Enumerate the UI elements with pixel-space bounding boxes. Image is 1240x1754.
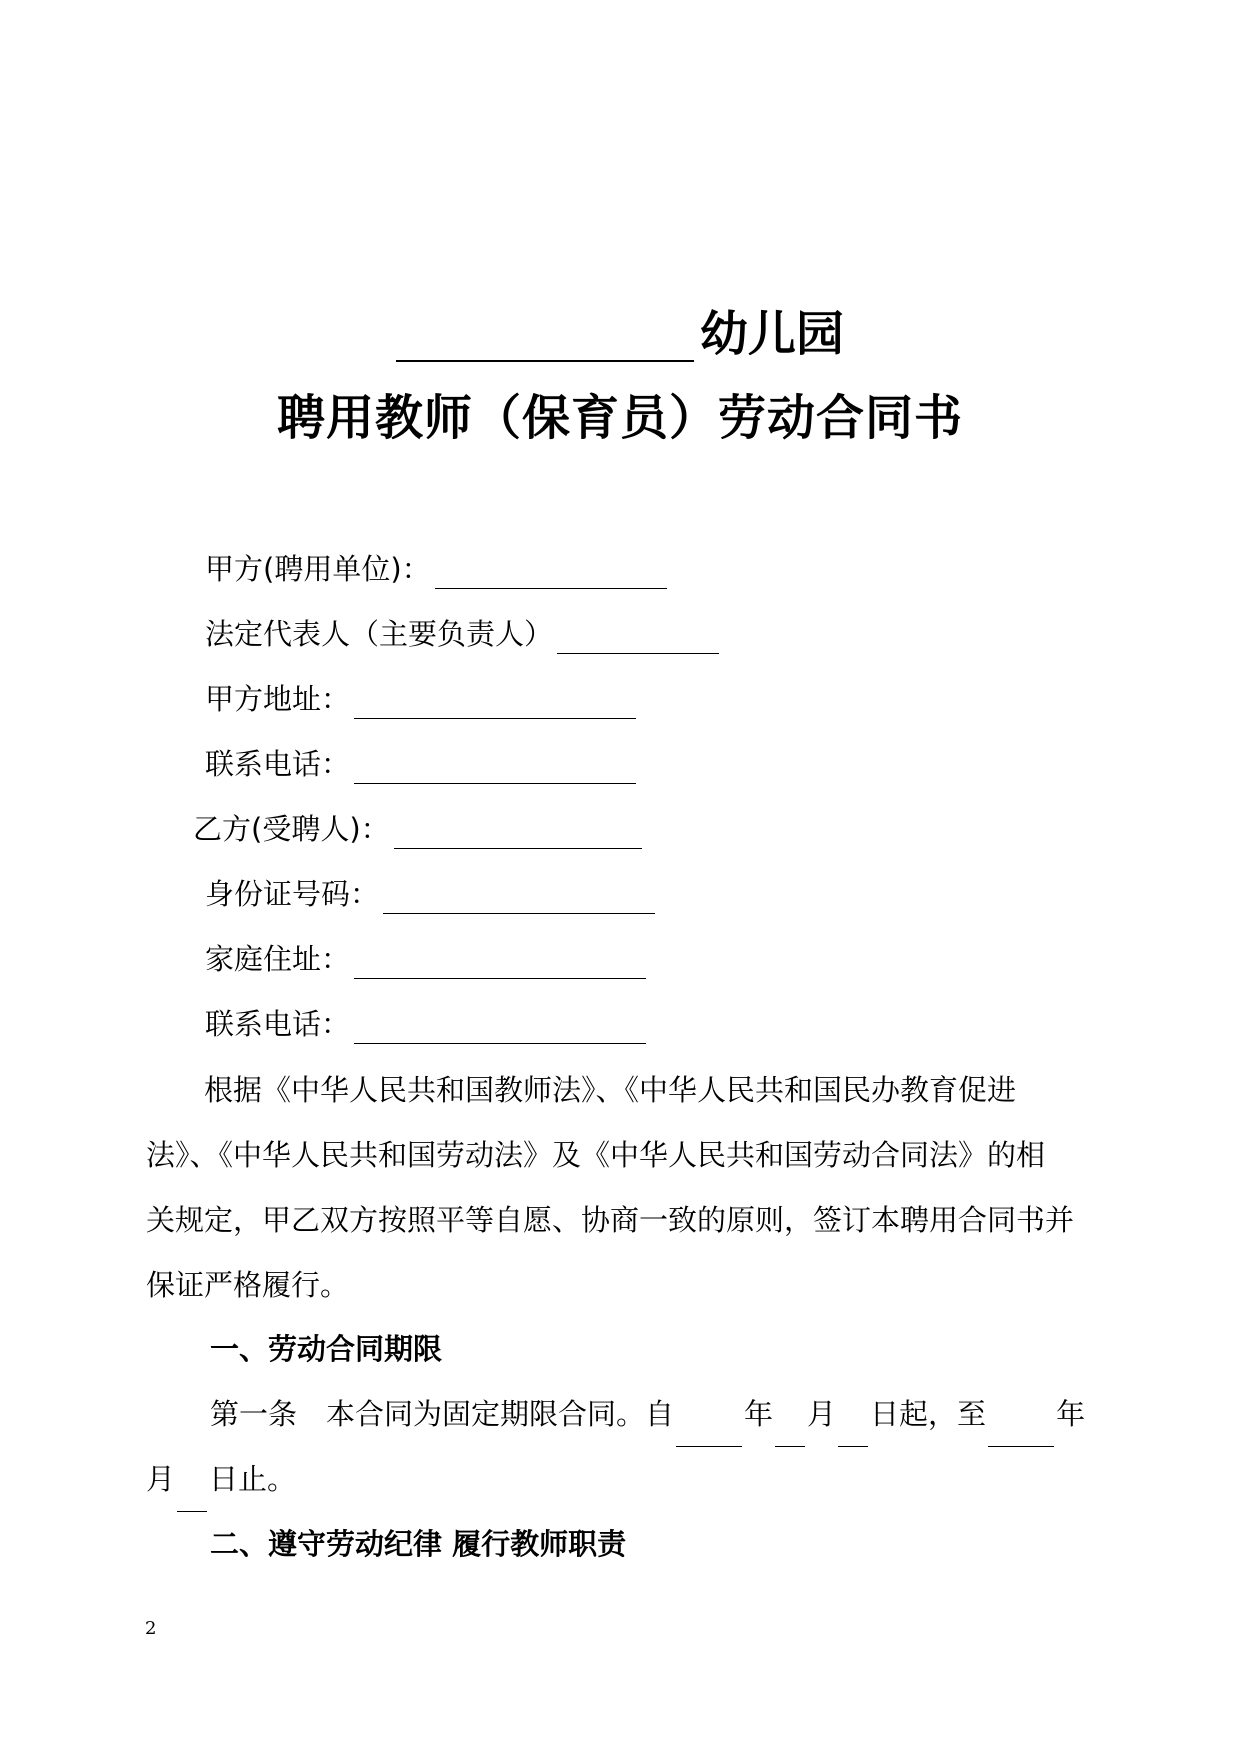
field-label: 联系电话： bbox=[205, 747, 351, 781]
field-label: 乙方(受聘人)： bbox=[193, 812, 390, 846]
field-label: 甲方地址： bbox=[205, 682, 351, 716]
intro-line: 法》、《中华人民共和国劳动法》及《中华人民共和国劳动合同法》的相 bbox=[146, 1138, 1046, 1172]
section-heading: 一、劳动合同期限 bbox=[210, 1332, 443, 1366]
intro-line: 保证严格履行。 bbox=[146, 1268, 350, 1302]
field-party-a bbox=[205, 545, 667, 589]
year-label: 年 bbox=[744, 1397, 774, 1431]
party-b-phone-input-line[interactable] bbox=[354, 1009, 646, 1044]
page-number: 2 bbox=[145, 1618, 157, 1639]
field-label: 法定代表人（主要负责人） bbox=[205, 617, 554, 651]
start-year-blank[interactable] bbox=[676, 1416, 742, 1447]
field-label: 身份证号码： bbox=[205, 877, 380, 911]
field-party-b bbox=[193, 805, 642, 849]
field-party-a-phone bbox=[205, 740, 636, 784]
home-address-input-line[interactable] bbox=[354, 944, 646, 979]
field-legal-representative bbox=[205, 610, 719, 654]
id-number-input-line[interactable] bbox=[383, 879, 655, 914]
party-a-phone-input-line[interactable] bbox=[354, 749, 636, 784]
kindergarten-name-blank[interactable] bbox=[396, 308, 694, 362]
month-label: 月 bbox=[807, 1397, 837, 1431]
title-kindergarten-line bbox=[0, 292, 1240, 362]
intro-paragraph bbox=[146, 1058, 1106, 1318]
section-heading: 二、遵守劳动纪律 履行教师职责 bbox=[210, 1527, 627, 1561]
document-title: 聘用教师（保育员）劳动合同书 bbox=[276, 390, 963, 446]
party-b-input-line[interactable] bbox=[394, 814, 642, 849]
month-label: 月 bbox=[146, 1462, 176, 1496]
article-1-line-2 bbox=[146, 1447, 1106, 1512]
party-a-input-line[interactable] bbox=[435, 554, 667, 589]
field-label: 甲方(聘用单位)： bbox=[205, 552, 431, 586]
article-1-end: 日止。 bbox=[209, 1462, 297, 1496]
year-label: 年 bbox=[1056, 1397, 1086, 1431]
field-party-a-address bbox=[205, 675, 636, 719]
day-label: 日起，至 bbox=[870, 1397, 987, 1431]
field-label: 联系电话： bbox=[205, 1007, 351, 1041]
article-1-line-1 bbox=[146, 1382, 1106, 1447]
field-label: 家庭住址： bbox=[205, 942, 351, 976]
article-1 bbox=[146, 1382, 1106, 1512]
field-party-b-phone bbox=[205, 1000, 646, 1044]
field-id-number bbox=[205, 870, 655, 914]
title-kindergarten-suffix: 幼儿园 bbox=[699, 306, 844, 362]
end-year-blank[interactable] bbox=[988, 1416, 1054, 1447]
party-a-address-input-line[interactable] bbox=[354, 684, 636, 719]
end-day-blank[interactable] bbox=[177, 1481, 207, 1512]
intro-line: 关规定，甲乙双方按照平等自愿、协商一致的原则，签订本聘用合同书并 bbox=[146, 1203, 1075, 1237]
intro-line: 根据《中华人民共和国教师法》、《中华人民共和国民办教育促进 bbox=[204, 1073, 1017, 1107]
legal-representative-input-line[interactable] bbox=[557, 619, 719, 654]
start-month-blank[interactable] bbox=[775, 1416, 805, 1447]
article-1-prefix: 第一条 本合同为固定期限合同。自 bbox=[210, 1397, 675, 1431]
start-day-blank[interactable] bbox=[838, 1416, 868, 1447]
field-home-address bbox=[205, 935, 646, 979]
